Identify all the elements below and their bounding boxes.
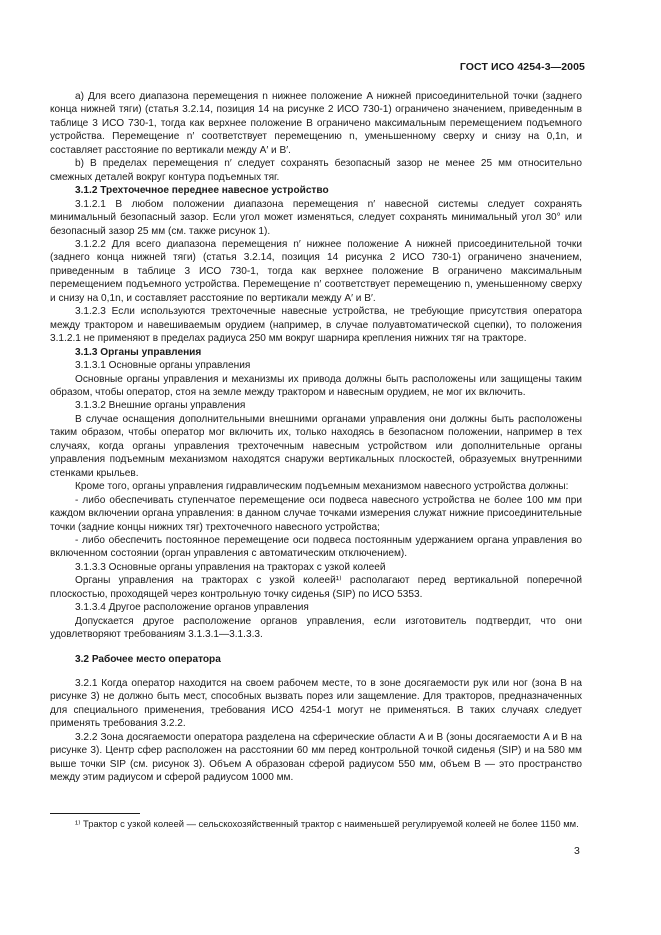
paragraph: 3.2.1 Когда оператор находится на своем рабочем месте, то в зоне досягаемости рук или ног (зона B на рисунке 3) не должно быть мест, способных вызвать порез или защемление. Для тракторов, предназначенных для специального применения, требования ИСО 4254-1 могут не применяться. В таких случаях следует применять требования 3.2.2. [50,678,582,730]
paragraph: 3.1.3.4 Другое расположение органов управления [75,602,309,614]
paragraph: а) Для всего диапазона перемещения n нижнее положение A нижней присоединительной точки (заднего конца нижней тяги) (статья 3.2.14, позиция 14 на рисунке 2 ИСО 730-1) ограничено значением, приведенным в таблице 3 ИСО 730-1, тогда как верхнее положение B ограничено максимальным перемещением подъемного устройства. Перемещение n′ соответствует перемещению n, уменьшенному сверху и снизу на 0,1n, и составляет расстояние по вертикали между A′ и B′. [50,91,582,156]
paragraph: 3.1.2.3 Если используются трехточечные навесные устройства, не требующие присутствия оператора между трактором и навешиваемым орудием (например, в случае полуавтоматической сцепки), то положения 3.1.2.1 не применяют в пределах радиуса 250 мм вокруг шарнира крепления нижних тяг на тракторе. [50,306,582,345]
paragraph: 3.1.2.1 В любом положении диапазона перемещения n′ навесной системы следует сохранять минимальный безопасный зазор. Если угол может изменяться, следует сохранять минимальный угол 30° или безопасный зазор 25 мм (см. также рисунок 1). [50,198,582,237]
paragraph: 3.1.3.1 Основные органы управления [75,360,251,372]
paragraph: 3.1.3.2 Внешние органы управления [75,400,246,412]
paragraph: В случае оснащения дополнительными внешними органами управления они должны быть расположены таким образом, чтобы оператор мог включить их, только находясь в безопасном положении, например в тех случаях, когда органы управления трехточечным навесным устройством или дополнительные органы управления подъемным механизмом находятся снаружи вертикальных плоскостей, образуемых внутренними стенками крыльев. [50,413,582,479]
paragraph: - либо обеспечивать ступенчатое перемещение оси подвеса навесного устройства не более 100 мм при каждом включении органа управления: в данном случае точками измерения служат нижние присоединительные точки (задние концы нижних тяг) трехточечного навесного устройства; [50,494,582,533]
section-heading: 3.1.3 Органы управления [75,346,202,358]
section-heading: 3.2 Рабочее место оператора [75,653,221,665]
document-code-header: ГОСТ ИСО 4254-3—2005 [459,61,585,73]
document-body [50,90,582,785]
footnote-separator [50,813,140,814]
paragraph: 3.1.2.2 Для всего диапазона перемещения n′ нижнее положение A нижней присоединительной точки (заднего конца нижней тяги) (статья 3.2.14, позиция 14 рисунка 2 ИСО 730-1) ограничено значением, приведенным в таблице 3 ИСО 730-1, тогда как верхнее положение B ограничено максимальным перемещением подъемного устройства. Перемещение n′ соответствует перемещению n, уменьшенному сверху и снизу на 0,1n, и составляет расстояние по вертикали между A′ и B′. [50,238,582,304]
paragraph: Допускается другое расположение органов управления, если изготовитель подтвердит, что они удовлетворяют требованиям 3.1.3.1—3.1.3.3. [50,615,582,641]
paragraph: b) В пределах перемещения n′ следует сохранять безопасный зазор не менее 25 мм относительно смежных деталей вокруг контура подъемных тяг. [50,158,582,183]
page-number: 3 [574,845,580,857]
footnote: ¹⁾ Трактор с узкой колеей — сельскохозяйственный трактор с наименьшей регулируемой колеей не более 1150 мм. [75,818,579,829]
paragraph: 3.1.3.3 Основные органы управления на тракторах с узкой колеей [75,561,386,573]
section-heading: 3.1.2 Трехточечное переднее навесное устройство [75,185,329,197]
paragraph: - либо обеспечить постоянное перемещение оси подвеса постоянным удержанием органа управления во включенном состоянии (орган управления с автоматическим отключением). [50,534,582,560]
paragraph: Органы управления на тракторах с узкой колеей¹⁾ располагают перед вертикальной поперечной плоскостью, проходящей через контрольную точку сиденья (SIP) по ИСО 5353. [50,575,582,600]
paragraph: Кроме того, органы управления гидравлическим подъемным механизмом навесного устройства должны: [75,481,569,493]
paragraph: 3.2.2 Зона досягаемости оператора разделена на сферические области A и B (зоны досягаемости A и B на рисунке 3). Центр сфер расположен на расстоянии 60 мм перед контрольной точкой сиденья (SIP) и на 580 мм выше точки SIP (см. рисунок 3). Объем A образован сферой радиусом 550 мм, объем B — это пространство между этим радиусом и сферой радиусом 1000 мм. [50,731,582,784]
paragraph: Основные органы управления и механизмы их привода должны быть расположены или защищены таким образом, чтобы оператор, стоя на земле между трактором и навесным орудием, не мог их включить. [50,373,582,398]
